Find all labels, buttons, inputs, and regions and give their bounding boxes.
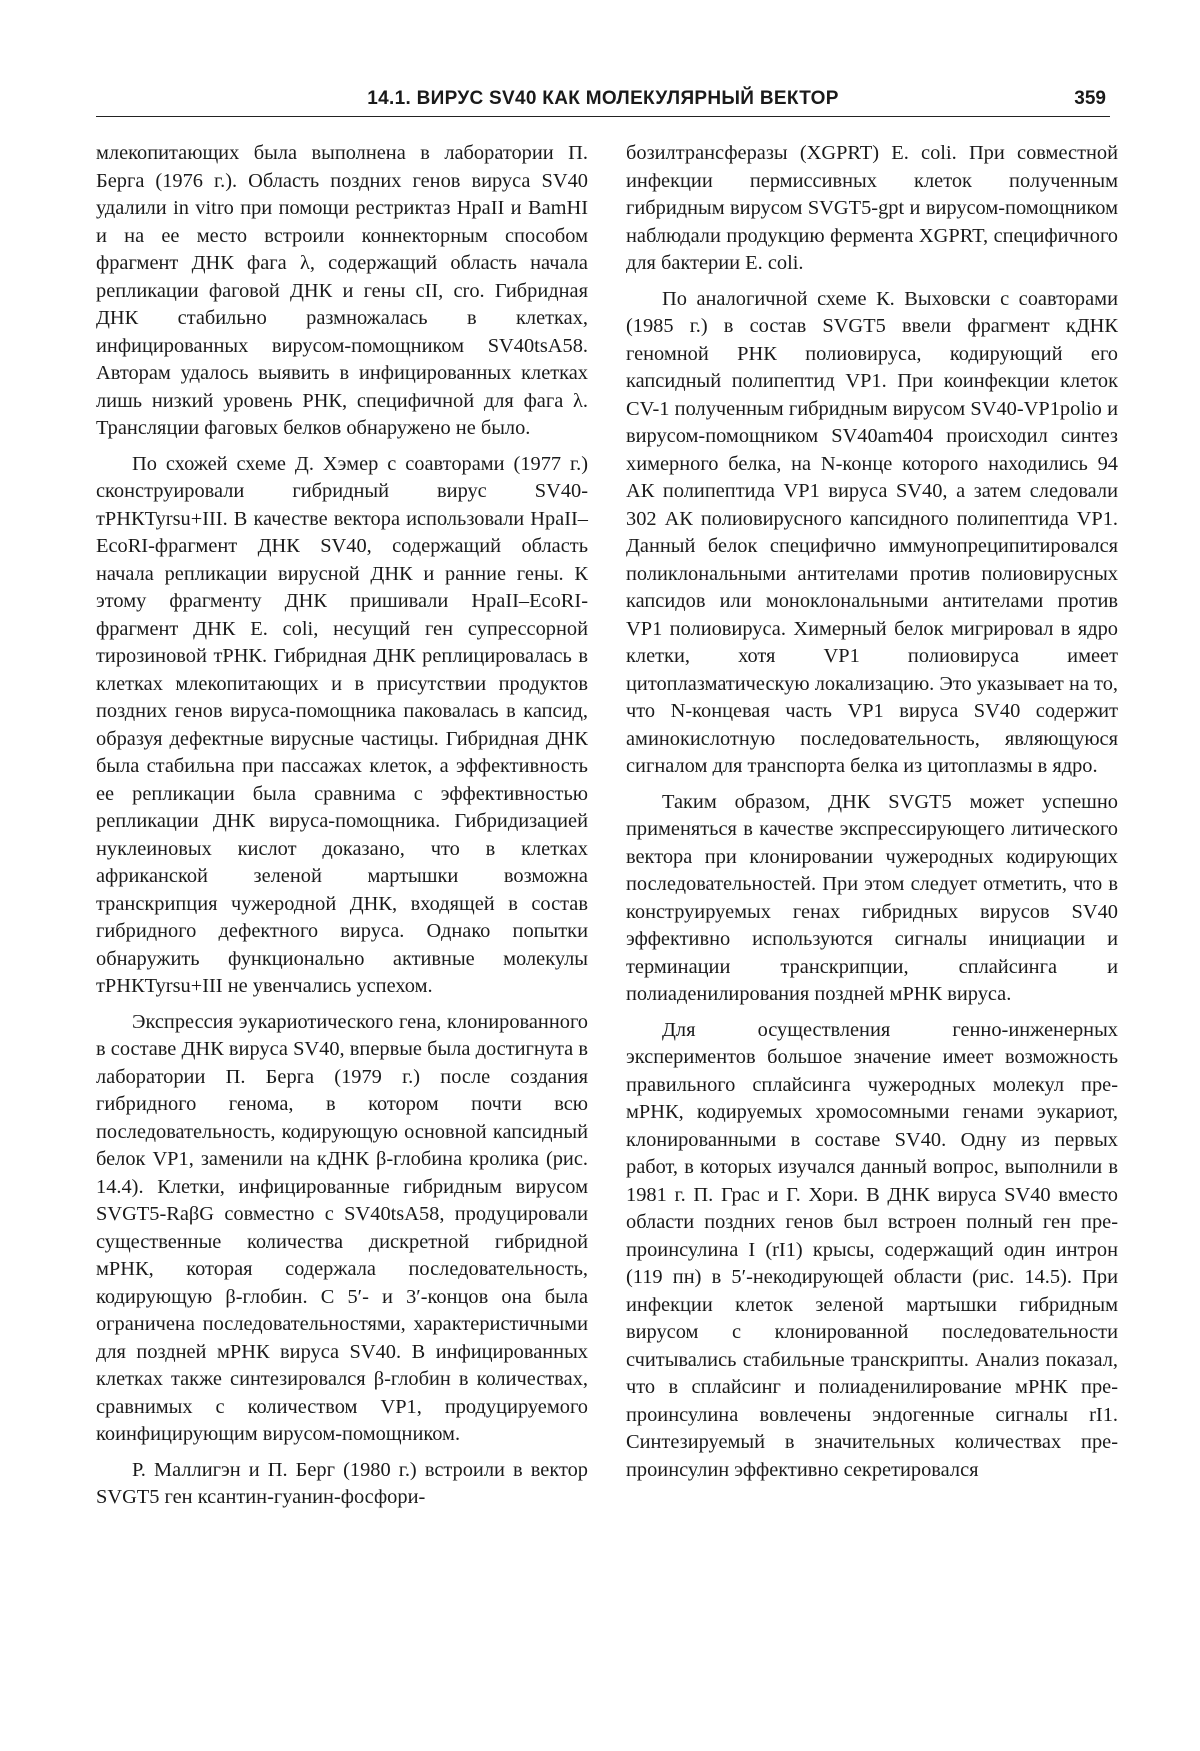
paragraph: По схожей схеме Д. Хэмер с соавторами (1977 г.) сконструировали гибридный вирус SV40-тРНКTyrsu+III. В качестве вектора использовали HpaII–EcoRI-фрагмент ДНК SV40, содержащий область начала репликации вирусной ДНК и ранние гены. К этому фрагменту ДНК пришивали HpaII–EcoRI-фрагмент ДНК E. coli, несущий ген супрессорной тирозиновой тРНК. Гибридная ДНК реплицировалась в клетках млекопитающих и в присутствии продуктов поздних генов вируса-помощника паковалась в капсид, образуя дефектные вирусные частицы. Гибридная ДНК была стабильна при пассажах клеток, а эффективность ее репликации была сравнима с эффективностью репликации ДНК вируса-помощника. Гибридизацией нуклеиновых кислот доказано, что в клетках африканской зеленой мартышки возможна транскрипция чужеродной ДНК, входящей в состав гибридного дефектного вируса. Однако попытки обнаружить функционально активные молекулы тРНКTyrsu+III не увенчались успехом.	[96, 452, 588, 997]
paragraph: Экспрессия эукариотического гена, клонированного в составе ДНК вируса SV40, впервые была достигнута в лаборатории П. Берга (1979 г.) после создания гибридного генома, в котором почти всю последовательность, кодирующую основной капсидный белок VP1, заменили на кДНК β-глобина кролика (рис. 14.4). Клетки, инфицированные гибридным вирусом SVGT5-RaβG совместно с SV40tsA58, продуцировали существенные количества дискретной гибридной мРНК, которая содержала последовательность, кодирующую β-глобин. С 5′- и 3′-концов она была ограничена последовательностями, характеристичными для поздней мРНК вируса SV40. В инфицированных клетках также синтезировался β-глобин в количествах, сравнимых с количеством VP1, продуцируемого коинфицирующим вирусом-помощником.	[96, 1010, 588, 1445]
paragraph: Таким образом, ДНК SVGT5 может успешно применяться в качестве экспрессирующего литического вектора при клонировании чужеродных кодирующих последовательностей. При этом следует отметить, что в конструируемых генах гибридных вирусов SV40 эффективно используются сигналы инициации и терминации транскрипции, сплайсинга и полиаденилирования поздней мРНК вируса.	[626, 790, 1118, 1005]
paragraph: Р. Маллигэн и П. Берг (1980 г.) встроили в вектор SVGT5 ген ксантин-гуанин-фосфори-	[96, 1458, 588, 1508]
paragraph: млекопитающих была выполнена в лаборатории П. Берга (1976 г.). Область поздних генов вируса SV40 удалили in vitro при помощи рестриктаз HpaII и BamHI и на ее место встроили коннекторным способом фрагмент ДНК фага λ, содержащий область начала репликации фаговой ДНК и гены cII, cro. Гибридная ДНК стабильно размножалась в клетках, инфицированных вирусом-помощником SV40tsA58. Авторам удалось выявить в инфицированных клетках лишь низкий уровень РНК, специфичной для фага λ. Трансляции фаговых белков обнаружено не было.	[96, 142, 588, 439]
running-head	[96, 86, 1110, 117]
chapter-title: 14.1. ВИРУС SV40 КАК МОЛЕКУЛЯРНЫЙ ВЕКТОР	[367, 88, 839, 109]
page-number: 359	[1074, 88, 1106, 109]
left-column	[96, 140, 588, 1512]
paragraph: Для осуществления генно-инженерных экспериментов большое значение имеет возможность правильного сплайсинга чужеродных молекул пре-мРНК, кодируемых хромосомными генами эукариот, клонированными в составе SV40. Одну из первых работ, в которых изучался данный вопрос, выполнили в 1981 г. П. Грас и Г. Хори. В ДНК вируса SV40 вместо области поздних генов был встроен полный ген пре-проинсулина I (rI1) крысы, содержащий один интрон (119 пн) в 5′-некодирующей области (рис. 14.5). При инфекции клеток зеленой мартышки гибридным вирусом с клонированной последовательности считывались стабильные транскрипты. Анализ показал, что в сплайсинг и полиаденилирование мРНК пре-проинсулина вовлечены эндогенные сигналы rI1. Синтезируемый в значительных количествах пре-проинсулин эффективно секретировался	[626, 1018, 1118, 1481]
paragraph: бозилтрансферазы (XGPRT) E. coli. При совместной инфекции пермиссивных клеток полученным гибридным вирусом SVGT5-gpt и вирусом-помощником наблюдали продукцию фермента XGPRT, специфичного для бактерии E. coli.	[626, 142, 1118, 274]
paragraph: По аналогичной схеме К. Выховски с соавторами (1985 г.) в состав SVGT5 ввели фрагмент кДНК геномной РНК полиовируса, кодирующий его капсидный полипептид VP1. При коинфекции клеток CV-1 полученным гибридным вирусом SV40-VP1polio и вирусом-помощником SV40am404 происходил синтез химерного белка, на N-конце которого находились 94 АК полипептида VP1 вируса SV40, а затем следовали 302 АК полиовирусного капсидного полипептида VP1. Данный белок специфично иммунопреципитировался поликлональными антителами против полиовирусных капсидов или моноклональными антителами против VP1 полиовируса. Химерный белок мигрировал в ядро клетки, хотя VP1 полиовируса имеет цитоплазматическую локализацию. Это указывает на то, что N-концевая часть VP1 вируса SV40 содержит аминокислотную последовательность, являющуюся сигналом для транспорта белка из цитоплазмы в ядро.	[626, 287, 1118, 777]
right-column	[626, 140, 1118, 1484]
